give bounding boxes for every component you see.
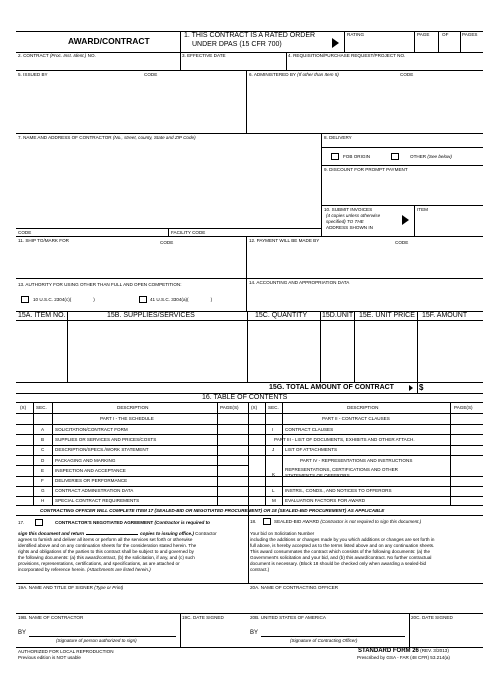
by-label: BY xyxy=(250,630,259,636)
field-2-tail: NO. xyxy=(87,53,96,58)
toc-sec: K xyxy=(272,472,276,477)
rated-order-line1: 1. THIS CONTRACT IS A RATED ORDER xyxy=(184,32,316,39)
field-2-text: 2. CONTRACT xyxy=(18,53,49,58)
field-20a-label: 20A. NAME OF CONTRACTING OFFICER xyxy=(250,585,339,590)
field-6-label xyxy=(249,72,339,77)
rule xyxy=(414,31,415,52)
toc-sec: B xyxy=(41,437,45,442)
authority-b-text: 41 U.S.C. 3304(a)( xyxy=(150,297,189,302)
officer-signature-line[interactable] xyxy=(261,636,405,637)
field-17-line1 xyxy=(18,531,217,536)
code-label: CODE xyxy=(395,240,409,245)
field-17-line1a: sign this document and return xyxy=(18,531,85,536)
col-15a: 15A. ITEM NO. xyxy=(18,312,66,319)
officer-signature-caption: (Signature of Contracting Officer) xyxy=(290,638,358,643)
col-15f: 15F. AMOUNT xyxy=(422,312,468,319)
field-13-label: 13. AUTHORITY FOR USING OTHER THAN FULL AND OPEN COMPETITION: xyxy=(18,282,182,287)
toc-sec: M xyxy=(272,498,276,503)
rule xyxy=(265,402,266,506)
rated-order-line2: UNDER DPAS (15 CFR 700) xyxy=(192,41,282,48)
facility-code-label: FACILITY CODE xyxy=(171,230,206,235)
field-17-line7 xyxy=(18,567,151,572)
rule xyxy=(16,434,483,435)
toc-desc: PACKAGING AND MARKING xyxy=(55,458,116,463)
footer-reproduction: AUTHORIZED FOR LOCAL REPRODUCTION xyxy=(18,649,114,654)
field-19c-label: 19C. DATE SIGNED xyxy=(182,615,224,620)
rule xyxy=(246,70,247,133)
toc-desc: INSPECTION AND ACCEPTANCE xyxy=(55,468,126,473)
col-15b: 15B. SUPPLIES/SERVICES xyxy=(107,312,195,319)
field-17-line7a: incorporated by reference herein. xyxy=(18,567,86,572)
paren: ) xyxy=(210,297,213,302)
toc-desc: INSTRS., CONDS., AND NOTICES TO OFFERORS xyxy=(285,488,392,493)
rule xyxy=(16,445,483,446)
toc-desc: REPRESENTATIONS, CERTIFICATIONS AND OTHER xyxy=(285,467,398,472)
rule xyxy=(16,236,483,237)
field-18-note: (Contractor is not required to sign this document.) xyxy=(320,519,422,524)
code-label: CODE xyxy=(160,240,174,245)
toc-sec: H xyxy=(41,498,45,503)
arrow-right-icon xyxy=(409,385,413,391)
paren: ) xyxy=(93,297,95,302)
rule xyxy=(16,402,483,403)
field-14-label: 14. ACCOUNTING AND APPROPRIATION DATA xyxy=(249,280,350,285)
toc-sec: I xyxy=(272,427,274,432)
field-17-line1c: Contractor xyxy=(195,531,217,536)
rule xyxy=(16,455,483,456)
toc-col-pages: PAGE(S) xyxy=(220,405,239,410)
prescribed-by: Prescribed by GSA - FAR (48 CFR) 53.214(a) xyxy=(357,655,450,660)
field-17-line3: identified above and on any continuation sheets for the consideration stated herein. The xyxy=(18,543,197,548)
rule xyxy=(16,320,483,321)
field-12-label: 12. PAYMENT WILL BE MADE BY xyxy=(249,238,320,243)
rule xyxy=(354,311,355,382)
item-label: ITEM xyxy=(417,207,428,212)
rule xyxy=(344,31,345,52)
toc-sec: F xyxy=(41,478,44,483)
form-title: AWARD/CONTRACT xyxy=(68,36,150,46)
rule xyxy=(16,382,483,383)
field-17-heading xyxy=(55,520,210,525)
field-10-line4: ADDRESS SHOWN IN xyxy=(326,225,373,230)
toc-desc: EVALUATION FACTORS FOR AWARD xyxy=(285,498,366,503)
arrow-right-icon xyxy=(332,38,339,48)
toc-desc: CONTRACT CLAUSES xyxy=(285,427,334,432)
rule xyxy=(180,613,181,647)
toc-desc: SUPPLIES OR SERVICES AND PRICES/COSTS xyxy=(55,437,157,442)
col-15d: 15D.UNIT xyxy=(322,312,354,319)
field-6-text: 6. ADMINISTERED BY xyxy=(249,72,296,77)
toc-title: 16. TABLE OF CONTENTS xyxy=(202,394,288,401)
toc-sec: G xyxy=(41,488,45,493)
field-10-line3 xyxy=(326,219,364,224)
rule xyxy=(450,402,451,506)
field-6-note: (If other than Item 5) xyxy=(297,72,339,77)
standard-form-number: STANDARD FORM 26 xyxy=(358,648,419,654)
rule xyxy=(321,205,483,206)
rule xyxy=(16,583,483,584)
total-amount-label: 15G. TOTAL AMOUNT OF CONTRACT xyxy=(269,384,394,391)
field-17-number: 17. xyxy=(18,520,25,525)
authority-a-label xyxy=(33,297,95,302)
rule xyxy=(16,515,483,516)
rule xyxy=(16,496,483,497)
pages-label: PAGES xyxy=(462,32,478,37)
field-18-line5: Government's solicitation and your bid, and (b) this award/contract. No further contractual xyxy=(250,555,432,560)
code-label: CODE xyxy=(18,230,32,235)
toc-desc: SOLICITATION/CONTRACT FORM xyxy=(55,427,128,432)
fob-origin-checkbox[interactable] xyxy=(331,153,339,160)
other-label xyxy=(410,154,452,159)
rule xyxy=(180,31,181,70)
field-2-note: (Proc. Inst. Ident.) xyxy=(49,53,87,58)
rule xyxy=(16,70,483,71)
toc-desc: STATEMENTS OF OFFERORS xyxy=(285,473,350,478)
rule xyxy=(16,486,483,487)
field-17-checkbox[interactable] xyxy=(35,519,43,526)
toc-sec: L xyxy=(272,488,275,493)
rule xyxy=(168,228,169,236)
field-20c-label: 20C. DATE SIGNED xyxy=(411,615,453,620)
field-18-heading xyxy=(274,519,421,524)
toc-sec: J xyxy=(272,447,275,452)
toc-col-x: (X) xyxy=(251,405,258,410)
field-17-line5: the following documents: (a) this award/contract, (b) the solicitation, if any, and (c) such xyxy=(18,555,195,560)
field-18-line6: document is necessary. (Block 18 should be checked only when awarding a sealed-bid xyxy=(250,561,427,566)
field-9-label: 9. DISCOUNT FOR PROMPT PAYMENT xyxy=(324,167,408,172)
arrow-right-icon xyxy=(402,215,409,225)
toc-col-x: (X) xyxy=(20,405,27,410)
toc-col-pages: PAGE(S) xyxy=(454,405,473,410)
toc-sec: D xyxy=(41,458,45,463)
rule xyxy=(16,505,483,506)
field-10-line1: 10. SUBMIT INVOICES xyxy=(324,207,373,212)
field-18-title: SEALED-BID AWARD xyxy=(274,519,320,524)
field-17-line2: agrees to furnish and deliver all items or perform all the services set forth or otherwise xyxy=(18,537,193,542)
dollar-sign: $ xyxy=(419,383,424,392)
code-label: CODE xyxy=(400,72,414,77)
field-19a-text: 19A. NAME AND TITLE OF SIGNER xyxy=(18,585,93,590)
rule xyxy=(321,165,483,166)
rule xyxy=(52,402,53,506)
toc-desc: CONTRACT ADMINISTRATION DATA xyxy=(55,488,134,493)
toc-desc: DESCRIPTION/SPECS./WORK STATEMENT xyxy=(55,447,149,452)
field-17-line1b: copies to issuing office.) xyxy=(140,531,194,536)
rule xyxy=(247,311,248,382)
revision: (REV. 3/2013) xyxy=(420,648,449,653)
rule xyxy=(438,31,439,52)
part-2-heading: PART II - CONTRACT CLAUSES xyxy=(322,416,390,421)
col-15c: 15C. QUANTITY xyxy=(255,312,308,319)
officer-banner: CONTRACTING OFFICER WILL COMPLETE ITEM 17 (SEALED-BID OR NEGOTIATED PROCUREMENT) OR 18 (SEALED-BID PROCUREMENT) AS APPLICABLE xyxy=(40,508,385,513)
rule xyxy=(414,205,415,236)
field-18-checkbox[interactable] xyxy=(263,518,271,525)
toc-desc: SPECIAL CONTRACT REQUIREMENTS xyxy=(55,498,140,503)
rule xyxy=(16,133,483,134)
field-18-line1: Your bid on Solicitation Number xyxy=(250,531,315,536)
field-18-line4: This award consummates the contract which consists of the following documents: (a) the xyxy=(250,549,431,554)
of-label: OF xyxy=(442,32,449,37)
field-7-note: (No., street, county, State and ZIP Code) xyxy=(112,135,196,140)
toc-col-desc: DESCRIPTION xyxy=(117,405,149,410)
authority-b-checkbox[interactable] xyxy=(139,296,147,303)
rule xyxy=(321,147,483,148)
fob-origin-label: FOB ORIGIN xyxy=(343,154,371,159)
col-15e: 15E. UNIT PRICE xyxy=(359,312,415,319)
rule xyxy=(16,424,483,425)
part-4-heading: PART IV - REPRESENTATIONS AND INSTRUCTIONS xyxy=(300,458,413,463)
field-17-line4: rights and obligations of the parties to this contract shall be subject to and governed by xyxy=(18,549,194,554)
rule xyxy=(320,311,321,382)
rule xyxy=(321,133,322,236)
other-checkbox[interactable] xyxy=(391,153,399,160)
field-3-label: 3. EFFECTIVE DATE xyxy=(182,53,226,58)
toc-sec: C xyxy=(41,447,45,452)
rule xyxy=(286,52,287,70)
field-19b-label: 19B. NAME OF CONTRACTOR xyxy=(18,615,84,620)
authority-a-text: 10 U.S.C. 2304(c)( xyxy=(33,297,72,302)
authority-a-checkbox[interactable] xyxy=(21,296,29,303)
rule xyxy=(16,413,483,414)
field-4-label: 4. REQUISITION/PURCHASE REQUEST/PROJECT NO. xyxy=(288,53,406,58)
field-11-label: 11. SHIP TO/MARK FOR xyxy=(18,238,69,243)
rule xyxy=(409,613,410,647)
other-text: OTHER xyxy=(410,154,427,159)
field-10-line2: (4 copies unless otherwise xyxy=(326,213,381,218)
contractor-signature-caption: (Signature of person authorized to sign) xyxy=(56,638,137,643)
toc-desc: LIST OF ATTACHMENTS xyxy=(285,447,338,452)
field-17-note: (Contractor is required to xyxy=(154,520,210,525)
rule xyxy=(282,402,283,506)
part-3-heading: PART III - LIST OF DOCUMENTS, EXHIBITS AND OTHER ATTACH. xyxy=(274,437,415,442)
toc-col-sec: SEC. xyxy=(268,405,279,410)
part-1-heading: PART I - THE SCHEDULE xyxy=(100,416,154,421)
toc-col-sec: SEC. xyxy=(36,405,47,410)
field-18-line3: full above, is hereby accepted as to the terms listed above and on any continuation sheets. xyxy=(250,543,435,548)
toc-desc: DELIVERIES OR PERFORMANCE xyxy=(55,478,128,483)
field-18-line7: contract.) xyxy=(250,567,270,572)
rule xyxy=(16,465,248,466)
field-7-text: 7. NAME AND ADDRESS OF CONTRACTOR xyxy=(18,135,112,140)
rule xyxy=(417,311,418,393)
rule xyxy=(460,31,461,52)
field-20b-label: 20B. UNITED STATES OF AMERICA xyxy=(250,615,326,620)
field-17-line6: provisions, representations, certifications, and specifications, as are attached or xyxy=(18,561,180,566)
field-17-title: CONTRACTOR'S NEGOTIATED AGREEMENT xyxy=(55,520,154,525)
field-17-line7b: (Attachments are listed herein.) xyxy=(86,567,151,572)
contractor-signature-line[interactable] xyxy=(29,636,176,637)
rule xyxy=(217,402,218,506)
field-19a-label xyxy=(18,585,123,590)
rule xyxy=(16,278,483,279)
field-5-label: 5. ISSUED BY xyxy=(18,72,48,77)
field-7-label xyxy=(18,135,196,140)
other-note: (See below) xyxy=(427,154,452,159)
standard-form-label xyxy=(358,648,449,655)
field-10-line3-text: specified) TO THE xyxy=(326,219,364,224)
rule xyxy=(33,402,34,506)
field-18-line2: including the additions or changes made by you which additions or changes are set forth in xyxy=(250,537,435,542)
toc-sec: A xyxy=(41,427,45,432)
rule xyxy=(16,476,483,477)
page-label: PAGE xyxy=(417,32,430,37)
rule xyxy=(246,236,247,311)
toc-sec: E xyxy=(41,468,45,473)
by-label: BY xyxy=(18,630,27,636)
field-19a-note: (Type or Print) xyxy=(94,585,124,590)
field-8-label: 8. DELIVERY xyxy=(324,135,352,140)
rule xyxy=(248,402,249,583)
field-18-number: 18. xyxy=(250,519,257,524)
rule xyxy=(16,613,483,614)
rating-label: RATING xyxy=(347,32,365,37)
authority-b-label xyxy=(150,297,212,302)
toc-col-desc: DESCRIPTION xyxy=(347,405,379,410)
footer-previous-edition: Previous edition is NOT usable xyxy=(18,655,81,660)
rule xyxy=(67,311,68,382)
field-2-label xyxy=(18,53,96,58)
code-label: CODE xyxy=(144,72,158,77)
